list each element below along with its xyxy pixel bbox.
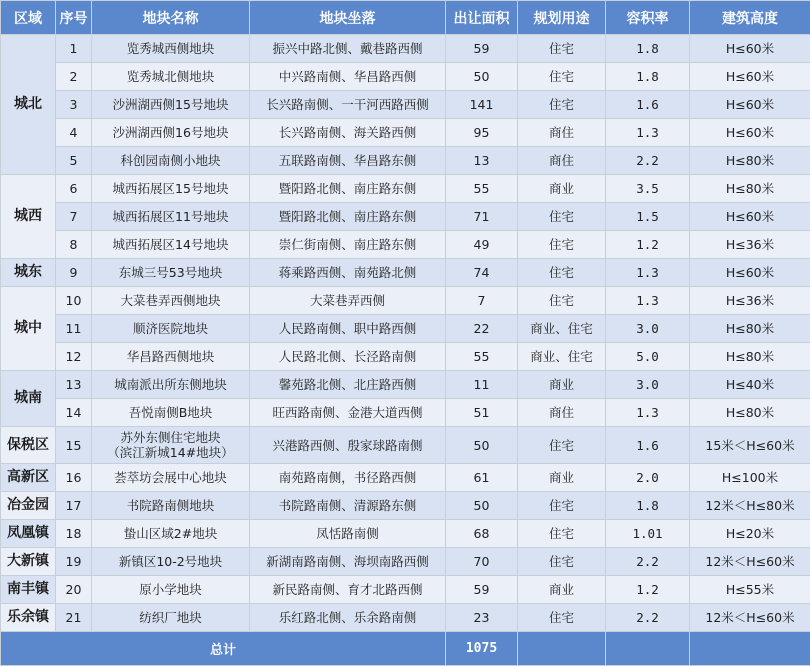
region-cell: 城东 bbox=[1, 259, 56, 287]
area-cell: 55 bbox=[446, 175, 518, 203]
table-row bbox=[1, 464, 810, 492]
parcel-name-cell: 东城三号53号地块 bbox=[92, 259, 250, 287]
area-cell: 74 bbox=[446, 259, 518, 287]
area-cell: 61 bbox=[446, 464, 518, 492]
row-number-cell: 19 bbox=[56, 548, 92, 576]
location-cell: 振兴中路北侧、戴巷路西侧 bbox=[250, 35, 446, 63]
height-limit-cell: H≤80米 bbox=[690, 399, 810, 427]
location-cell: 兴港路西侧、殷家球路南侧 bbox=[250, 427, 446, 464]
land-use-cell: 商住 bbox=[518, 147, 606, 175]
far-cell: 5.0 bbox=[606, 343, 690, 371]
height-limit-cell: 15米＜H≤60米 bbox=[690, 427, 810, 464]
location-cell: 人民路南侧、职中路西侧 bbox=[250, 315, 446, 343]
height-limit-cell: H≤60米 bbox=[690, 91, 810, 119]
total-empty-cell bbox=[606, 632, 690, 666]
table-row bbox=[1, 371, 810, 399]
region-cell: 南丰镇 bbox=[1, 576, 56, 604]
row-number-cell: 12 bbox=[56, 343, 92, 371]
far-cell: 1.2 bbox=[606, 576, 690, 604]
height-limit-cell: H≤55米 bbox=[690, 576, 810, 604]
far-cell: 1.6 bbox=[606, 91, 690, 119]
location-cell: 长兴路南侧、海关路西侧 bbox=[250, 119, 446, 147]
location-cell: 旺西路南侧、金港大道西侧 bbox=[250, 399, 446, 427]
total-empty-cell bbox=[518, 632, 606, 666]
region-cell: 城西 bbox=[1, 175, 56, 259]
land-use-cell: 住宅 bbox=[518, 203, 606, 231]
row-number-cell: 9 bbox=[56, 259, 92, 287]
location-cell: 人民路北侧、长泾路南侧 bbox=[250, 343, 446, 371]
parcel-name-cell bbox=[92, 427, 250, 464]
parcel-name-cell: 大菜巷弄西侧地块 bbox=[92, 287, 250, 315]
row-number-cell: 15 bbox=[56, 427, 92, 464]
location-cell: 新民路南侧、育才北路西侧 bbox=[250, 576, 446, 604]
far-cell: 2.2 bbox=[606, 147, 690, 175]
parcel-name-cell: 吾悦南侧B地块 bbox=[92, 399, 250, 427]
row-number-cell: 4 bbox=[56, 119, 92, 147]
height-limit-cell: H≤36米 bbox=[690, 231, 810, 259]
column-header: 规划用途 bbox=[518, 1, 606, 35]
location-cell: 乐红路北侧、乐余路南侧 bbox=[250, 604, 446, 632]
parcel-name-cell: 览秀城西侧地块 bbox=[92, 35, 250, 63]
far-cell: 2.2 bbox=[606, 548, 690, 576]
height-limit-cell: 12米＜H≤60米 bbox=[690, 548, 810, 576]
region-cell: 城南 bbox=[1, 371, 56, 427]
far-cell: 1.3 bbox=[606, 399, 690, 427]
location-cell: 崇仁街南侧、南庄路东侧 bbox=[250, 231, 446, 259]
far-cell: 1.5 bbox=[606, 203, 690, 231]
far-cell: 1.8 bbox=[606, 35, 690, 63]
parcel-name-cell: 新镇区10-2号地块 bbox=[92, 548, 250, 576]
height-limit-cell: H≤60米 bbox=[690, 119, 810, 147]
area-cell: 13 bbox=[446, 147, 518, 175]
location-cell: 馨苑路北侧、北庄路西侧 bbox=[250, 371, 446, 399]
far-cell: 2.2 bbox=[606, 604, 690, 632]
area-cell: 55 bbox=[446, 343, 518, 371]
total-row bbox=[1, 632, 810, 666]
parcel-name-cell: 沙洲湖西侧16号地块 bbox=[92, 119, 250, 147]
far-cell: 1.3 bbox=[606, 259, 690, 287]
land-use-cell: 住宅 bbox=[518, 231, 606, 259]
total-empty-cell bbox=[690, 632, 810, 666]
height-limit-cell: H≤80米 bbox=[690, 315, 810, 343]
row-number-cell: 16 bbox=[56, 464, 92, 492]
location-cell: 蒋乘路西侧、南苑路北侧 bbox=[250, 259, 446, 287]
region-cell: 乐余镇 bbox=[1, 604, 56, 632]
header-row bbox=[1, 1, 810, 35]
location-cell: 中兴路南侧、华昌路西侧 bbox=[250, 63, 446, 91]
table-row bbox=[1, 175, 810, 203]
far-cell: 1.3 bbox=[606, 119, 690, 147]
column-header: 出让面积 bbox=[446, 1, 518, 35]
parcel-name-cell: 华昌路西侧地块 bbox=[92, 343, 250, 371]
area-cell: 141 bbox=[446, 91, 518, 119]
table-row bbox=[1, 63, 810, 91]
area-cell: 95 bbox=[446, 119, 518, 147]
land-use-cell: 住宅 bbox=[518, 63, 606, 91]
row-number-cell: 18 bbox=[56, 520, 92, 548]
location-cell: 大菜巷弄西侧 bbox=[250, 287, 446, 315]
table-row bbox=[1, 604, 810, 632]
location-cell: 暨阳路北侧、南庄路东侧 bbox=[250, 175, 446, 203]
parcel-name-cell: 城西拓展区15号地块 bbox=[92, 175, 250, 203]
column-header: 地块坐落 bbox=[250, 1, 446, 35]
row-number-cell: 6 bbox=[56, 175, 92, 203]
row-number-cell: 21 bbox=[56, 604, 92, 632]
table-row bbox=[1, 35, 810, 63]
parcel-name-cell: 顺济医院地块 bbox=[92, 315, 250, 343]
area-cell: 23 bbox=[446, 604, 518, 632]
land-use-cell: 住宅 bbox=[518, 548, 606, 576]
parcel-name-cell: 览秀城北侧地块 bbox=[92, 63, 250, 91]
row-number-cell: 11 bbox=[56, 315, 92, 343]
land-use-cell: 商业 bbox=[518, 464, 606, 492]
land-use-cell: 商业、住宅 bbox=[518, 343, 606, 371]
far-cell: 1.3 bbox=[606, 287, 690, 315]
area-cell: 49 bbox=[446, 231, 518, 259]
row-number-cell: 17 bbox=[56, 492, 92, 520]
height-limit-cell: H≤60米 bbox=[690, 203, 810, 231]
row-number-cell: 8 bbox=[56, 231, 92, 259]
area-cell: 70 bbox=[446, 548, 518, 576]
location-cell: 五联路南侧、华昌路东侧 bbox=[250, 147, 446, 175]
column-header: 容积率 bbox=[606, 1, 690, 35]
row-number-cell: 1 bbox=[56, 35, 92, 63]
land-use-cell: 商业 bbox=[518, 576, 606, 604]
area-cell: 59 bbox=[446, 35, 518, 63]
parcel-name-line: 苏外东侧住宅地块 bbox=[92, 430, 249, 445]
height-limit-cell: H≤60米 bbox=[690, 259, 810, 287]
row-number-cell: 5 bbox=[56, 147, 92, 175]
region-cell: 高新区 bbox=[1, 464, 56, 492]
parcel-name-cell: 科创园南侧小地块 bbox=[92, 147, 250, 175]
location-cell: 南苑路南侧，书径路西侧 bbox=[250, 464, 446, 492]
land-use-cell: 住宅 bbox=[518, 492, 606, 520]
region-cell: 城北 bbox=[1, 35, 56, 175]
table-row bbox=[1, 147, 810, 175]
far-cell: 2.0 bbox=[606, 464, 690, 492]
land-use-cell: 住宅 bbox=[518, 91, 606, 119]
parcel-name-cell: 原小学地块 bbox=[92, 576, 250, 604]
area-cell: 11 bbox=[446, 371, 518, 399]
area-cell: 68 bbox=[446, 520, 518, 548]
height-limit-cell: 12米＜H≤60米 bbox=[690, 604, 810, 632]
land-use-cell: 商业、住宅 bbox=[518, 315, 606, 343]
far-cell: 1.8 bbox=[606, 63, 690, 91]
column-header: 建筑高度 bbox=[690, 1, 810, 35]
location-cell: 暨阳路北侧、南庄路东侧 bbox=[250, 203, 446, 231]
region-cell: 冶金园 bbox=[1, 492, 56, 520]
height-limit-cell: H≤100米 bbox=[690, 464, 810, 492]
height-limit-cell: H≤60米 bbox=[690, 35, 810, 63]
parcel-name-cell: 荟萃坊会展中心地块 bbox=[92, 464, 250, 492]
land-use-cell: 住宅 bbox=[518, 604, 606, 632]
area-cell: 51 bbox=[446, 399, 518, 427]
height-limit-cell: H≤20米 bbox=[690, 520, 810, 548]
row-number-cell: 14 bbox=[56, 399, 92, 427]
far-cell: 1.6 bbox=[606, 427, 690, 464]
column-header: 区域 bbox=[1, 1, 56, 35]
table-row bbox=[1, 91, 810, 119]
far-cell: 3.0 bbox=[606, 315, 690, 343]
area-cell: 71 bbox=[446, 203, 518, 231]
table-row bbox=[1, 315, 810, 343]
table-row bbox=[1, 343, 810, 371]
height-limit-cell: H≤36米 bbox=[690, 287, 810, 315]
total-area: 1075 bbox=[446, 632, 518, 666]
row-number-cell: 2 bbox=[56, 63, 92, 91]
area-cell: 50 bbox=[446, 492, 518, 520]
height-limit-cell: H≤80米 bbox=[690, 175, 810, 203]
table-row bbox=[1, 259, 810, 287]
table-row bbox=[1, 548, 810, 576]
table-row bbox=[1, 287, 810, 315]
region-cell: 保税区 bbox=[1, 427, 56, 464]
land-use-cell: 住宅 bbox=[518, 259, 606, 287]
parcel-name-cell: 城西拓展区11号地块 bbox=[92, 203, 250, 231]
location-cell: 凤恬路南侧 bbox=[250, 520, 446, 548]
row-number-cell: 7 bbox=[56, 203, 92, 231]
height-limit-cell: H≤80米 bbox=[690, 147, 810, 175]
row-number-cell: 13 bbox=[56, 371, 92, 399]
land-use-cell: 商业 bbox=[518, 371, 606, 399]
far-cell: 1.8 bbox=[606, 492, 690, 520]
land-use-cell: 商业 bbox=[518, 175, 606, 203]
location-cell: 长兴路南侧、一干河西路西侧 bbox=[250, 91, 446, 119]
column-header: 序号 bbox=[56, 1, 92, 35]
location-cell: 新湖南路南侧、海坝南路西侧 bbox=[250, 548, 446, 576]
far-cell: 1.2 bbox=[606, 231, 690, 259]
parcel-name-cell: 沙洲湖西侧15号地块 bbox=[92, 91, 250, 119]
region-cell: 城中 bbox=[1, 287, 56, 371]
area-cell: 7 bbox=[446, 287, 518, 315]
table-row bbox=[1, 427, 810, 464]
row-number-cell: 10 bbox=[56, 287, 92, 315]
land-use-cell: 住宅 bbox=[518, 35, 606, 63]
height-limit-cell: H≤60米 bbox=[690, 63, 810, 91]
table-row bbox=[1, 119, 810, 147]
parcel-name-subline: （滨江新城14#地块） bbox=[92, 445, 249, 460]
area-cell: 50 bbox=[446, 63, 518, 91]
table-row bbox=[1, 576, 810, 604]
total-label: 总计 bbox=[1, 632, 446, 666]
table-row bbox=[1, 492, 810, 520]
far-cell: 3.5 bbox=[606, 175, 690, 203]
area-cell: 59 bbox=[446, 576, 518, 604]
region-cell: 凤凰镇 bbox=[1, 520, 56, 548]
area-cell: 22 bbox=[446, 315, 518, 343]
parcel-name-cell: 书院路南侧地块 bbox=[92, 492, 250, 520]
column-header: 地块名称 bbox=[92, 1, 250, 35]
table-row bbox=[1, 203, 810, 231]
parcel-name-cell: 城西拓展区14号地块 bbox=[92, 231, 250, 259]
height-limit-cell: H≤80米 bbox=[690, 343, 810, 371]
land-use-cell: 商住 bbox=[518, 119, 606, 147]
table-row bbox=[1, 520, 810, 548]
land-use-cell: 商住 bbox=[518, 399, 606, 427]
height-limit-cell: 12米＜H≤80米 bbox=[690, 492, 810, 520]
height-limit-cell: H≤40米 bbox=[690, 371, 810, 399]
table-body bbox=[1, 35, 810, 632]
land-use-cell: 住宅 bbox=[518, 287, 606, 315]
table-row bbox=[1, 399, 810, 427]
row-number-cell: 3 bbox=[56, 91, 92, 119]
parcel-name-cell: 蛰山区域2#地块 bbox=[92, 520, 250, 548]
area-cell: 50 bbox=[446, 427, 518, 464]
parcel-name-cell: 纺织厂地块 bbox=[92, 604, 250, 632]
row-number-cell: 20 bbox=[56, 576, 92, 604]
land-use-cell: 住宅 bbox=[518, 520, 606, 548]
location-cell: 书院路南侧、清源路东侧 bbox=[250, 492, 446, 520]
region-cell: 大新镇 bbox=[1, 548, 56, 576]
parcel-name-cell: 城南派出所东侧地块 bbox=[92, 371, 250, 399]
land-use-cell: 住宅 bbox=[518, 427, 606, 464]
table-row bbox=[1, 231, 810, 259]
far-cell: 3.0 bbox=[606, 371, 690, 399]
far-cell: 1.01 bbox=[606, 520, 690, 548]
